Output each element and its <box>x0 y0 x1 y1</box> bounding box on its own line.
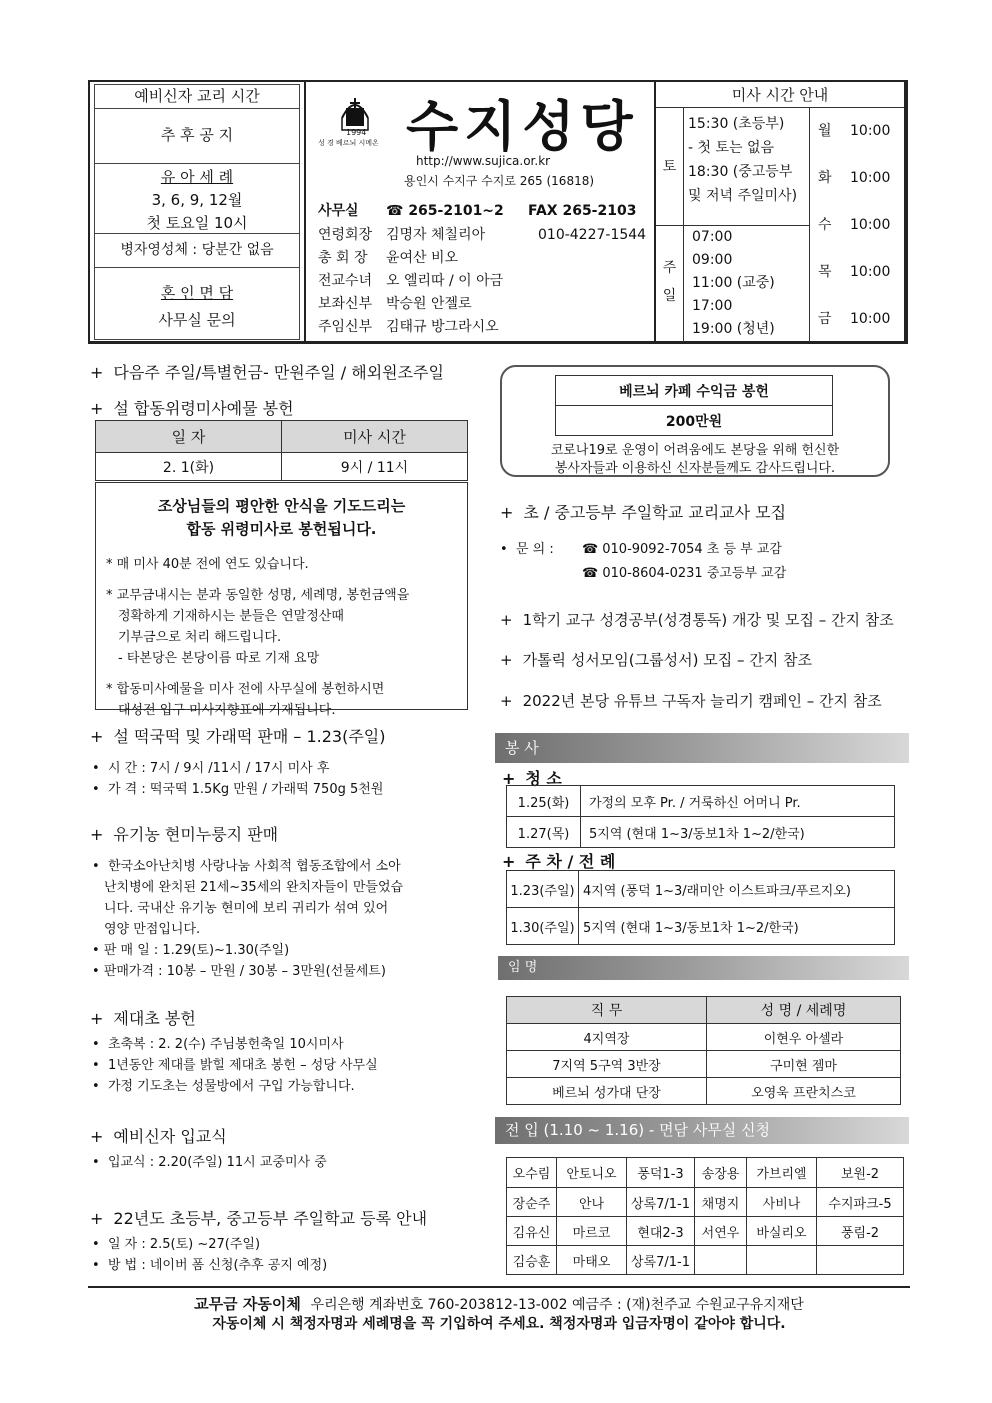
candle-title: + 제대초 봉헌 <box>90 1009 196 1028</box>
contact-extra: 010-4227-1544 <box>538 227 647 243</box>
cafe-donation-box <box>500 365 890 477</box>
table-cell: 4지역 (풍덕 1~3/래미안 이스트파크/푸르지오) <box>579 871 895 908</box>
list-item-text: 시 간 : 7시 / 9시 /11시 / 17시 미사 후 <box>107 761 330 776</box>
website-link[interactable]: http://www.sujica.or.kr <box>416 154 551 168</box>
list-item: • 방 법 : 네이버 폼 신청(추후 공지 예정) <box>92 1258 328 1273</box>
table-cell: 현대2-3 <box>627 1217 695 1246</box>
memorial-note: 정확하게 기재하시는 분들은 연말정산때 <box>118 609 344 624</box>
notice-text: 2022년 본당 유튜브 구독자 늘리기 캠페인 – 간지 참조 <box>522 692 882 710</box>
memorial-note: 기부금으로 처리 해드립니다. <box>118 630 282 645</box>
table-cell: 김유신 <box>507 1217 557 1246</box>
contact-key: 사무실 <box>318 203 359 219</box>
parking-table <box>506 870 895 945</box>
teacher-title-text: 초 / 중고등부 주일학교 교리교사 모집 <box>523 503 787 522</box>
memorial-table <box>95 420 468 481</box>
list-item-text: 니다. 국내산 유기농 현미에 보리 귀리가 섞여 있어 <box>104 901 389 916</box>
teacher-phone: ☎ 010-9092-7054 초 등 부 교감 <box>581 542 782 557</box>
teacher-phone: ☎ 010-8604-0231 중고등부 교감 <box>582 566 787 581</box>
list-item: • 1년동안 제대를 밝힐 제대초 봉헌 – 성당 사무실 <box>92 1058 378 1073</box>
saturday-label: 토 <box>656 108 684 226</box>
mass-line: 18:30 (중고등부 <box>688 164 793 180</box>
header-center-panel <box>306 82 654 341</box>
mass-line: 17:00 <box>692 298 733 314</box>
table-cell: 5지역 (현대 1~3/동보1차 1~2/한국) <box>581 817 895 848</box>
table-cell: 상록7/1-1 <box>627 1188 695 1217</box>
service-section-bar: 봉 사 <box>495 733 909 763</box>
sunday-times <box>684 226 810 342</box>
notice-text: 가톨릭 성서모임(그룹성서) 모집 – 간지 참조 <box>522 651 812 669</box>
mass-line: 15:30 (초등부) <box>688 116 785 132</box>
teacher-contact: • 문 의 : ☎ 010-9092-7054 초 등 부 교감 <box>500 538 782 557</box>
mass-line: 07:00 <box>692 229 733 245</box>
weekday-time: 10:00 <box>850 123 891 139</box>
table-cell: 베르뇌 성가대 단장 <box>507 1078 707 1105</box>
table-cell: 서연우 <box>695 1217 747 1246</box>
parish-logo <box>320 88 390 148</box>
table-header: 성 명 / 세례명 <box>707 997 901 1024</box>
rice-cake-details <box>92 758 383 800</box>
teacher-label: 문 의 : <box>515 542 554 557</box>
contact-row <box>318 224 646 244</box>
table-header: 일 자 <box>96 421 282 453</box>
list-item-text: 난치병에 완치된 21세~35세의 완치자들이 만들었습 <box>104 880 404 895</box>
table-header: 직 무 <box>507 997 707 1024</box>
nurungji-details <box>92 856 472 982</box>
school-title: + 22년도 초등부, 중고등부 주일학교 등록 안내 <box>90 1209 428 1228</box>
memorial-title-text: 설 합동위령미사예물 봉헌 <box>113 399 294 418</box>
weekday-row <box>810 108 904 155</box>
memorial-note: - 타본당은 본당이름 따로 기재 요망 <box>118 651 320 666</box>
contact-key: 전교수녀 <box>318 273 373 289</box>
catechism-title: 예비신자 교리 시간 <box>94 84 300 109</box>
candle-title-text: 제대초 봉헌 <box>113 1009 196 1028</box>
list-item-text: 입교식 : 2.20(주일) 11시 교중미사 중 <box>107 1155 327 1170</box>
cafe-thanks: 코로나19로 운영이 어려움에도 본당을 위해 헌신한 <box>550 443 840 458</box>
catechumen-title-text: 예비신자 입교식 <box>113 1127 227 1146</box>
table-cell: 이현우 아셀라 <box>707 1024 901 1051</box>
table-cell: 1.30(주일) <box>507 908 579 945</box>
appointment-section-bar: 임 명 <box>498 956 909 980</box>
memorial-headline: 조상님들의 평안한 안식을 기도드리는 <box>157 497 406 515</box>
contact-row <box>318 293 472 313</box>
cafe-title: 베르뇌 카페 수익금 봉헌 <box>556 376 833 406</box>
memorial-note: * 교무금내시는 분과 동일한 성명, 세례명, 봉헌금액을 <box>106 588 410 603</box>
list-item: • 시 간 : 7시 / 9시 /11시 / 17시 미사 후 <box>92 761 330 776</box>
infant-baptism-months: 3, 6, 9, 12월 <box>151 191 243 209</box>
table-cell: 마르코 <box>557 1217 627 1246</box>
saturday-times <box>684 108 810 226</box>
weekday: 월 <box>818 123 832 139</box>
cleaning-table <box>506 785 895 848</box>
infant-baptism-title: 유 아 세 례 <box>160 168 234 186</box>
contact-row-office <box>318 200 636 220</box>
contact-key: 총 회 장 <box>318 250 368 266</box>
memorial-note: * 매 미사 40분 전에 연도 있습니다. <box>106 557 309 572</box>
table-cell: 풍림-2 <box>817 1217 904 1246</box>
weekday: 목 <box>818 264 832 280</box>
sunday-label <box>656 226 684 342</box>
contact-key: 연령회장 <box>318 227 373 243</box>
catechumen-details <box>92 1152 327 1173</box>
table-cell: 보원-2 <box>817 1158 904 1188</box>
table-cell: 안토니오 <box>557 1158 627 1188</box>
teacher-title: + 초 / 중고등부 주일학교 교리교사 모집 <box>500 503 787 522</box>
weekday: 화 <box>818 170 832 186</box>
table-cell: 상록7/1-1 <box>627 1246 695 1275</box>
list-item-text: 한국소아난치병 사랑나눔 사회적 협동조합에서 소아 <box>107 859 401 874</box>
contact-key: 보좌신부 <box>318 296 373 312</box>
contact-extra: FAX 265-2103 <box>528 203 637 219</box>
weekday-time: 10:00 <box>850 170 891 186</box>
footer-line1 <box>88 1293 910 1314</box>
weekday-row <box>810 249 904 296</box>
table-cell <box>817 1246 904 1275</box>
cleaning-title: + 청 소 <box>502 769 562 788</box>
catechism-notice: 추 후 공 지 <box>94 109 300 164</box>
contact-value: 오 엘리따 / 이 아금 <box>386 273 504 289</box>
mass-line: 11:00 (교중) <box>692 275 775 291</box>
table-row <box>507 1158 904 1188</box>
weekday-row <box>810 155 904 202</box>
list-item: • 초축복 : 2. 2(수) 주님봉헌축일 10시미사 <box>92 1037 344 1052</box>
marriage-contact: 사무실 문의 <box>158 311 236 329</box>
table-row <box>507 1051 901 1078</box>
weekday-mass-list <box>810 108 904 342</box>
header-left-panel <box>90 82 306 341</box>
parking-title-text: 주 차 / 전 례 <box>525 852 616 871</box>
contact-row <box>318 316 499 336</box>
mass-line: 19:00 (청년) <box>692 321 775 337</box>
table-cell: 사비나 <box>747 1188 817 1217</box>
table-cell: 마태오 <box>557 1246 627 1275</box>
table-cell: 9시 / 11시 <box>282 453 468 481</box>
table-cell: 풍덕1-3 <box>627 1158 695 1188</box>
contact-row <box>318 247 458 267</box>
table-header: 미사 시간 <box>282 421 468 453</box>
weekday: 금 <box>818 311 832 327</box>
table-cell: 4지역장 <box>507 1024 707 1051</box>
infant-baptism-box <box>94 164 300 234</box>
weekday: 수 <box>818 217 832 233</box>
notice-bible-study: + 1학기 교구 성경공부(성경통독) 개강 및 모집 – 간지 참조 <box>500 611 894 629</box>
weekday-row <box>810 296 904 342</box>
infant-baptism-time: 첫 토요일 10시 <box>146 214 248 232</box>
marriage-title: 혼 인 면 담 <box>160 284 234 302</box>
appointment-table <box>506 996 901 1105</box>
table-cell: 5지역 (현대 1~3/동보1차 1~2/한국) <box>579 908 895 945</box>
contact-value: 박승원 안젤로 <box>386 296 472 312</box>
list-item-text: 영양 만점입니다. <box>104 922 201 937</box>
table-cell: 장순주 <box>507 1188 557 1217</box>
list-item-text: 판매가격 : 10봉 – 만원 / 30봉 – 3만원(선물세트) <box>103 964 386 979</box>
mass-line: 및 저녁 주일미사) <box>688 188 798 204</box>
table-row <box>507 1188 904 1217</box>
transfer-table <box>506 1157 904 1275</box>
memorial-note: 대성전 입구 미사지향표에 기재됩니다. <box>118 703 336 718</box>
table-cell: 1.27(목) <box>507 817 581 848</box>
parking-title: + 주 차 / 전 례 <box>502 852 616 871</box>
nurungji-title-text: 유기농 현미누룽지 판매 <box>113 825 279 844</box>
table-row <box>507 1024 901 1051</box>
logo-year: 1994 <box>346 128 367 137</box>
transfer-section-bar: 전 입 (1.10 ~ 1.16) - 면담 사무실 신청 <box>495 1117 909 1144</box>
table-cell: 1.23(주일) <box>507 871 579 908</box>
list-item-text: 가 격 : 떡국떡 1.5Kg 만원 / 가래떡 750g 5천원 <box>107 782 384 797</box>
table-cell: 구미현 젬마 <box>707 1051 901 1078</box>
mass-schedule <box>654 82 904 341</box>
table-cell: 1.25(화) <box>507 786 581 817</box>
contact-row <box>318 270 503 290</box>
list-item: • 입교식 : 2.20(주일) 11시 교중미사 중 <box>92 1155 327 1170</box>
weekday-time: 10:00 <box>850 264 891 280</box>
list-item-text: 1년동안 제대를 밝힐 제대초 봉헌 – 성당 사무실 <box>107 1058 378 1073</box>
address: 용인시 수지구 수지로 265 (16818) <box>404 174 595 188</box>
mass-line: 09:00 <box>692 252 733 268</box>
nurungji-title: + 유기농 현미누룽지 판매 <box>90 825 279 844</box>
memorial-note: * 합동미사예물을 미사 전에 사무실에 봉헌하시면 <box>106 682 385 697</box>
table-cell: 가정의 모후 Pr. / 거룩하신 어머니 Pr. <box>581 786 895 817</box>
weekday-time: 10:00 <box>850 311 891 327</box>
table-cell: 안나 <box>557 1188 627 1217</box>
catechumen-title: + 예비신자 입교식 <box>90 1127 227 1146</box>
list-item-text: 초축복 : 2. 2(수) 주님봉헌축일 10시미사 <box>107 1037 344 1052</box>
weekday-time: 10:00 <box>850 217 891 233</box>
list-item: • 가정 기도초는 성물방에서 구입 가능합니다. <box>92 1079 355 1094</box>
footer-autopay-label: 교무금 자동이체 <box>194 1295 301 1313</box>
table-cell: 가브리엘 <box>747 1158 817 1188</box>
table-cell <box>695 1246 747 1275</box>
table-cell: 오영욱 프란치스코 <box>707 1078 901 1105</box>
table-cell <box>747 1246 817 1275</box>
sick-communion: 병자영성체 : 당분간 없음 <box>94 234 300 268</box>
footer-divider <box>88 1286 910 1288</box>
table-row <box>507 1217 904 1246</box>
footer-account-info: 우리은행 계좌번호 760-203812-13-002 예금주 : (재)천주교 수원교구유지재단 <box>310 1297 804 1313</box>
logo-caption: 성 경 베르뇌 시메온 <box>318 139 379 147</box>
list-item: • 가 격 : 떡국떡 1.5Kg 만원 / 가래떡 750g 5천원 <box>92 782 384 797</box>
mass-title: 미사 시간 안내 <box>656 82 904 108</box>
sunday-label-text: 주일 <box>662 260 677 304</box>
cafe-amount: 200만원 <box>556 406 833 436</box>
list-item-text: 일 자 : 2.5(토) ~27(주일) <box>107 1237 261 1252</box>
table-cell: 7지역 5구역 3반장 <box>507 1051 707 1078</box>
contact-value: 김태규 방그라시오 <box>386 319 499 335</box>
list-item-text: 판 매 일 : 1.29(토)~1.30(주일) <box>103 943 290 958</box>
mass-line: - 첫 토는 없음 <box>688 140 775 156</box>
list-item: • 판매가격 : 10봉 – 만원 / 30봉 – 3만원(선물세트) <box>92 964 386 979</box>
table-cell: 바실리오 <box>747 1217 817 1246</box>
list-item: • 한국소아난치병 사랑나눔 사회적 협동조합에서 소아 <box>92 859 401 874</box>
notice-youtube: + 2022년 본당 유튜브 구독자 늘리기 캠페인 – 간지 참조 <box>500 692 882 710</box>
weekday-row <box>810 202 904 249</box>
table-cell: 2. 1(화) <box>96 453 282 481</box>
marriage-box <box>94 268 300 340</box>
contact-key: 주임신부 <box>318 319 373 335</box>
contact-value: 윤여산 비오 <box>386 250 459 266</box>
rice-cake-title-text: 설 떡국떡 및 가래떡 판매 – 1.23(주일) <box>113 727 386 746</box>
table-cell: 오수림 <box>507 1158 557 1188</box>
notice-text: 1학기 교구 성경공부(성경통독) 개강 및 모집 – 간지 참조 <box>522 611 894 629</box>
memorial-section-title: + 설 합동위령미사예물 봉헌 <box>90 399 294 418</box>
table-cell: 채명지 <box>695 1188 747 1217</box>
rice-cake-title: + 설 떡국떡 및 가래떡 판매 – 1.23(주일) <box>90 727 386 746</box>
table-cell: 송장용 <box>695 1158 747 1188</box>
parish-header <box>88 80 908 344</box>
cafe-thanks: 봉사자들과 이용하신 신자분들께도 감사드립니다. <box>554 461 836 476</box>
cafe-donation-table <box>555 375 833 436</box>
next-sunday-notice: + 다음주 주일/특별헌금- 만원주일 / 해외원조주일 <box>90 363 444 382</box>
contact-value: 김명자 체칠리아 <box>386 227 486 243</box>
memorial-headline: 합동 위령미사로 봉헌됩니다. <box>186 520 377 538</box>
notice-bible-group: + 가톨릭 성서모임(그룹성서) 모집 – 간지 참조 <box>500 651 812 669</box>
candle-details <box>92 1034 378 1097</box>
footer-line2: 자동이체 시 책정자명과 세례명을 꼭 기입하여 주세요. 책정자명과 입금자명이 같아야 합니다. <box>212 1316 786 1332</box>
list-item-text: 가정 기도초는 성물방에서 구입 가능합니다. <box>107 1079 355 1094</box>
cleaning-title-text: 청 소 <box>525 769 562 788</box>
table-row <box>507 1246 904 1275</box>
list-item: • 판 매 일 : 1.29(토)~1.30(주일) <box>92 943 290 958</box>
table-cell: 수지파크-5 <box>817 1188 904 1217</box>
parish-name: 수지성당 <box>406 95 639 158</box>
memorial-info-box <box>95 482 468 718</box>
list-item-text: 방 법 : 네이버 폼 신청(추후 공지 예정) <box>107 1258 328 1273</box>
school-details <box>92 1234 327 1276</box>
contact-value: ☎ 265-2101~2 <box>386 203 504 219</box>
table-cell: 김승훈 <box>507 1246 557 1275</box>
next-sunday-text: 다음주 주일/특별헌금- 만원주일 / 해외원조주일 <box>113 363 444 382</box>
table-row <box>507 1078 901 1105</box>
list-item: • 일 자 : 2.5(토) ~27(주일) <box>92 1237 261 1252</box>
school-title-text: 22년도 초등부, 중고등부 주일학교 등록 안내 <box>113 1209 428 1228</box>
